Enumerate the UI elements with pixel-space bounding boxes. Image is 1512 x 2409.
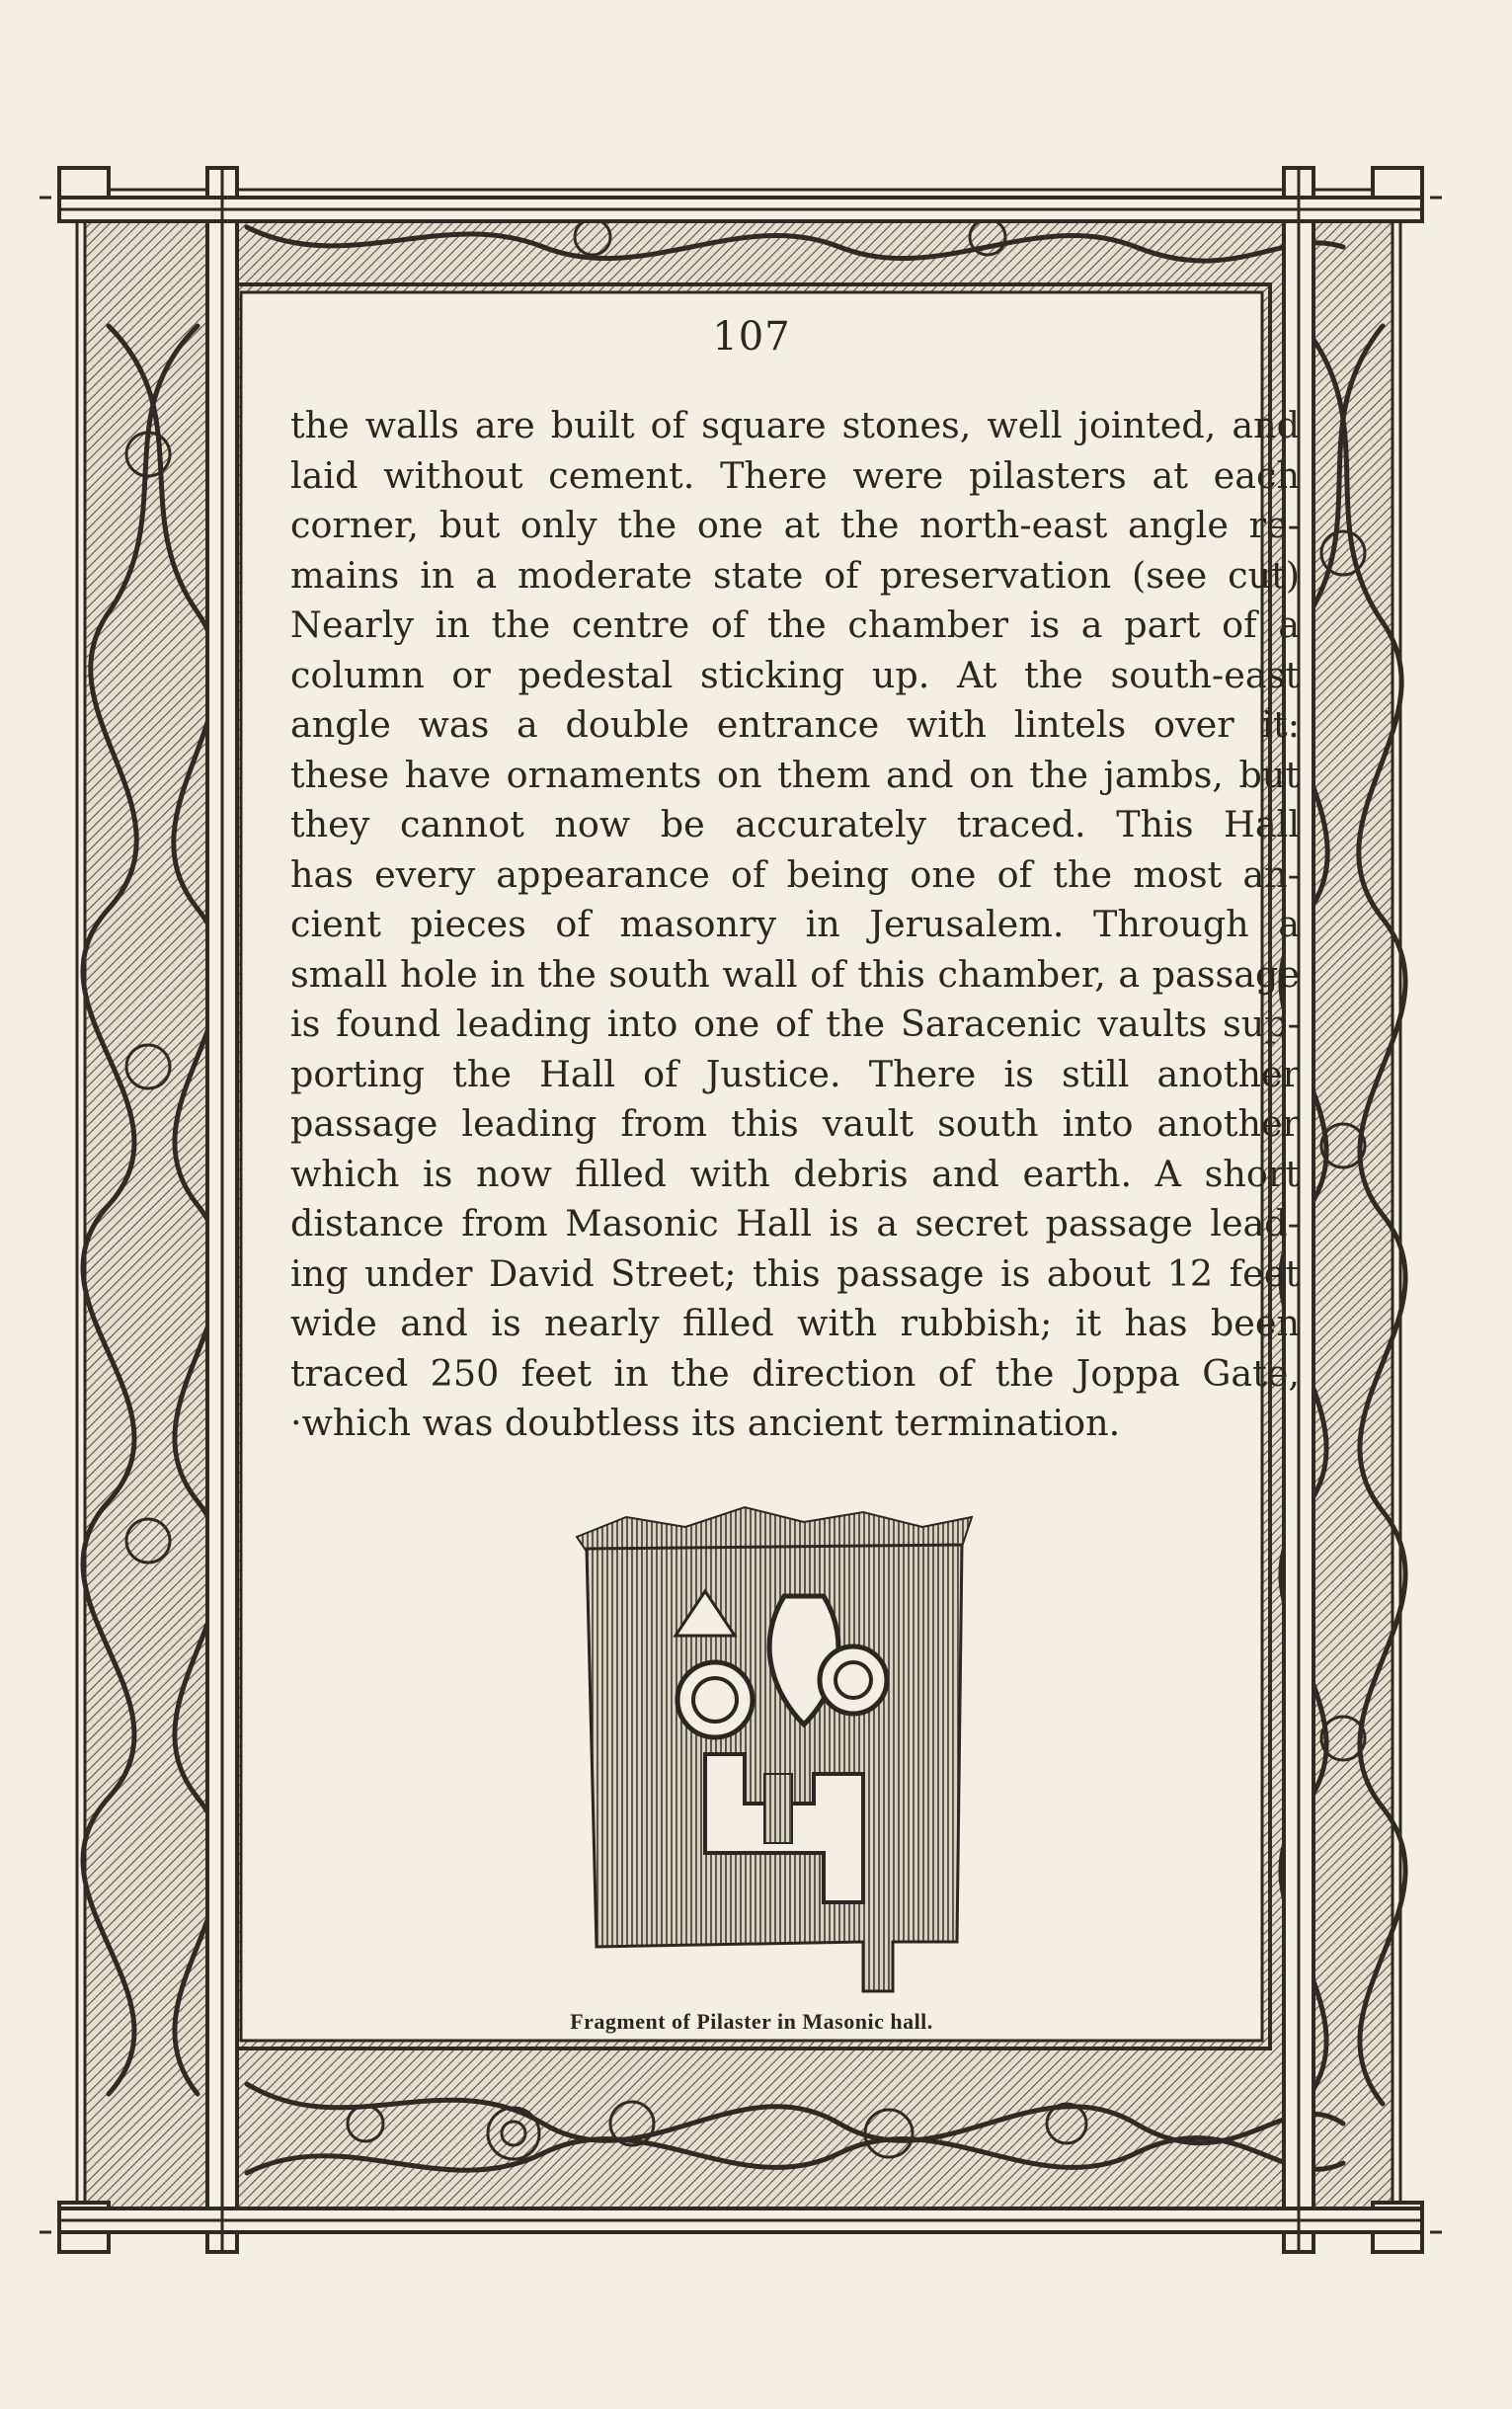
text-line: these have ornaments on them and on the jambs, but [290, 753, 1300, 796]
text-line: small hole in the south wall of this chamber, a passage [290, 952, 1300, 996]
text-line: traced 250 feet in the direction of the Joppa Gate, [290, 1351, 1300, 1395]
text-line: the walls are built of square stones, well jointed, and [290, 404, 1300, 446]
text-line: Nearly in the centre of the chamber is a part of a [290, 603, 1300, 646]
figure-caption: Fragment of Pilaster in Masonic hall. [570, 2009, 933, 2034]
text-line: ing under David Street; this passage is about 12 feet [290, 1251, 1300, 1295]
text-line: which is now filled with debris and earth. A short [290, 1152, 1300, 1195]
pilaster-illustration [567, 1478, 982, 2031]
page-number: 107 [712, 314, 791, 360]
text-line: wide and is nearly filled with rubbish; it has been [290, 1302, 1300, 1344]
text-line: cient pieces of masonry in Jerusalem. Through a [290, 903, 1300, 945]
text-line: they cannot now be accurately traced. This Hall [290, 803, 1300, 845]
text-line: corner, but only the one at the north-east angle re- [290, 504, 1300, 546]
text-line: porting the Hall of Justice. There is still another [290, 1052, 1300, 1095]
text-panel [241, 292, 1300, 2041]
text-line: distance from Masonic Hall is a secret passage lead- [290, 1202, 1300, 1245]
text-line: is found leading into one of the Saracenic vaults sup- [290, 1003, 1300, 1045]
text-line: column or pedestal sticking up. At the south-east [290, 653, 1300, 696]
body-text [290, 401, 1300, 1449]
text-line: mains in a moderate state of preservation (see cut) [290, 553, 1300, 597]
text-line: angle was a double entrance with lintels over it: [290, 703, 1300, 746]
text-line: laid without cement. There were pilasters at each [290, 453, 1300, 497]
text-line: ·which was doubtless its ancient termination. [290, 1402, 1121, 1444]
text-line: has every appearance of being one of the most an- [290, 852, 1300, 896]
text-line: passage leading from this vault south into another [290, 1102, 1300, 1145]
